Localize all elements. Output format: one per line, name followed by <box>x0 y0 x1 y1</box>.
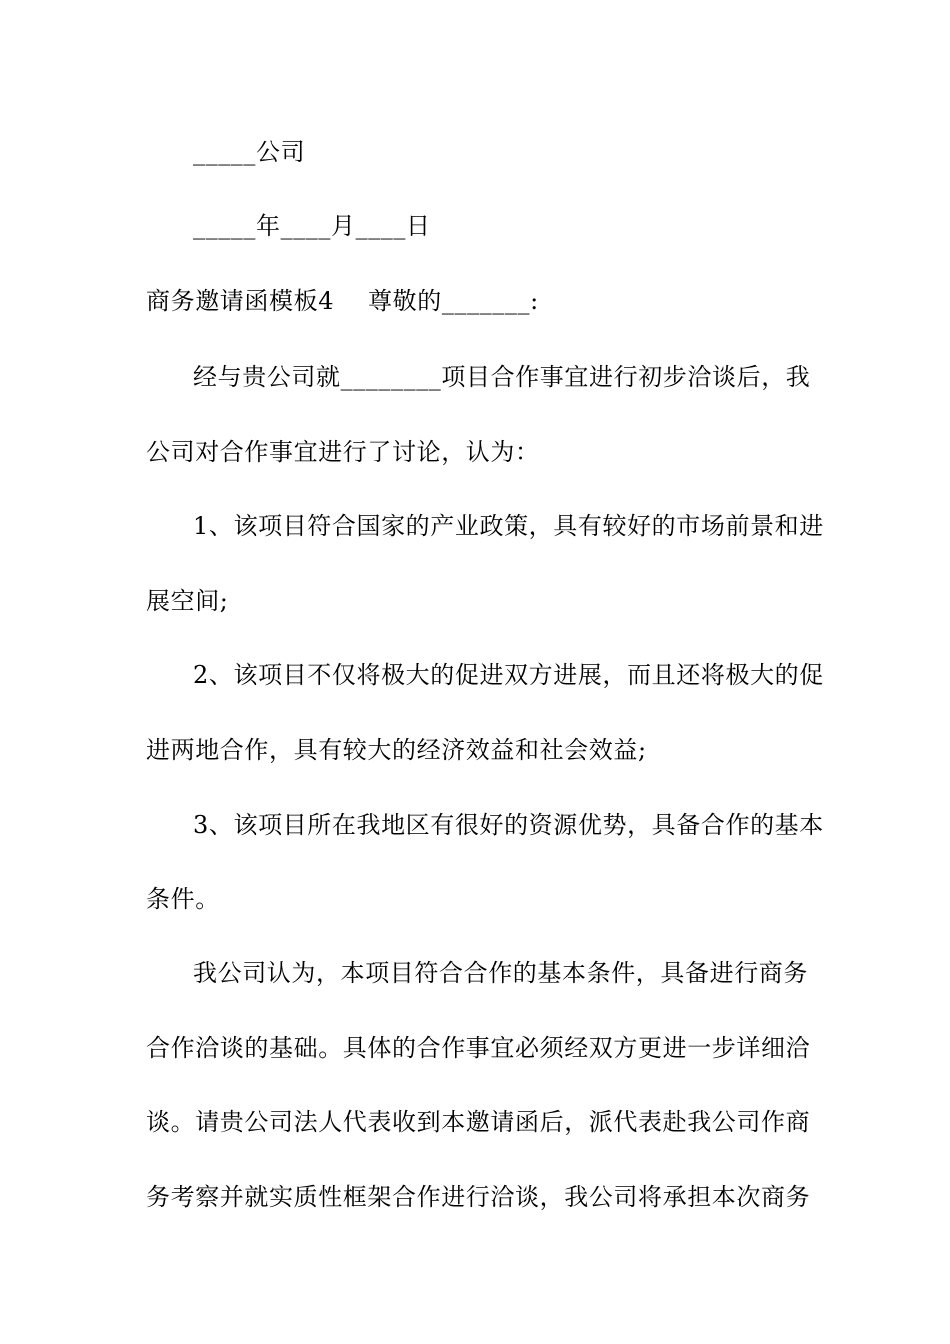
paragraph-line: 2、该项目不仅将极大的促进双方进展，而且还将极大的促 <box>193 661 824 689</box>
paragraph-line: 务考察并就实质性框架合作进行洽谈，我公司将承担本次商务 <box>146 1183 811 1211</box>
paragraph-line: 合作洽谈的基础。具体的合作事宜必须经双方更进一步详细洽 <box>146 1034 811 1062</box>
paragraph-line: 公司对合作事宜进行了讨论，认为： <box>146 438 540 466</box>
paragraph-line: 进两地合作，具有较大的经济效益和社会效益; <box>146 736 647 764</box>
heading-line <box>146 286 816 316</box>
paragraph-line: 条件。 <box>146 885 220 913</box>
signature-date: _____年____月____日 <box>193 212 431 240</box>
salutation: 尊敬的_______: <box>368 287 539 315</box>
paragraph-line: 1、该项目符合国家的产业政策，具有较好的市场前景和进 <box>193 512 824 540</box>
paragraph-line: 展空间; <box>146 587 229 615</box>
paragraph-line: 经与贵公司就________项目合作事宜进行初步洽谈后，我 <box>193 363 811 391</box>
template-heading: 商务邀请函模板4 <box>146 287 335 315</box>
paragraph-line: 3、该项目所在我地区有很好的资源优势，具备合作的基本 <box>193 811 824 839</box>
paragraph-line: 我公司认为，本项目符合合作的基本条件，具备进行商务 <box>193 959 808 987</box>
signature-company: _____公司 <box>193 138 306 166</box>
paragraph-line: 谈。请贵公司法人代表收到本邀请函后，派代表赴我公司作商 <box>146 1108 811 1136</box>
